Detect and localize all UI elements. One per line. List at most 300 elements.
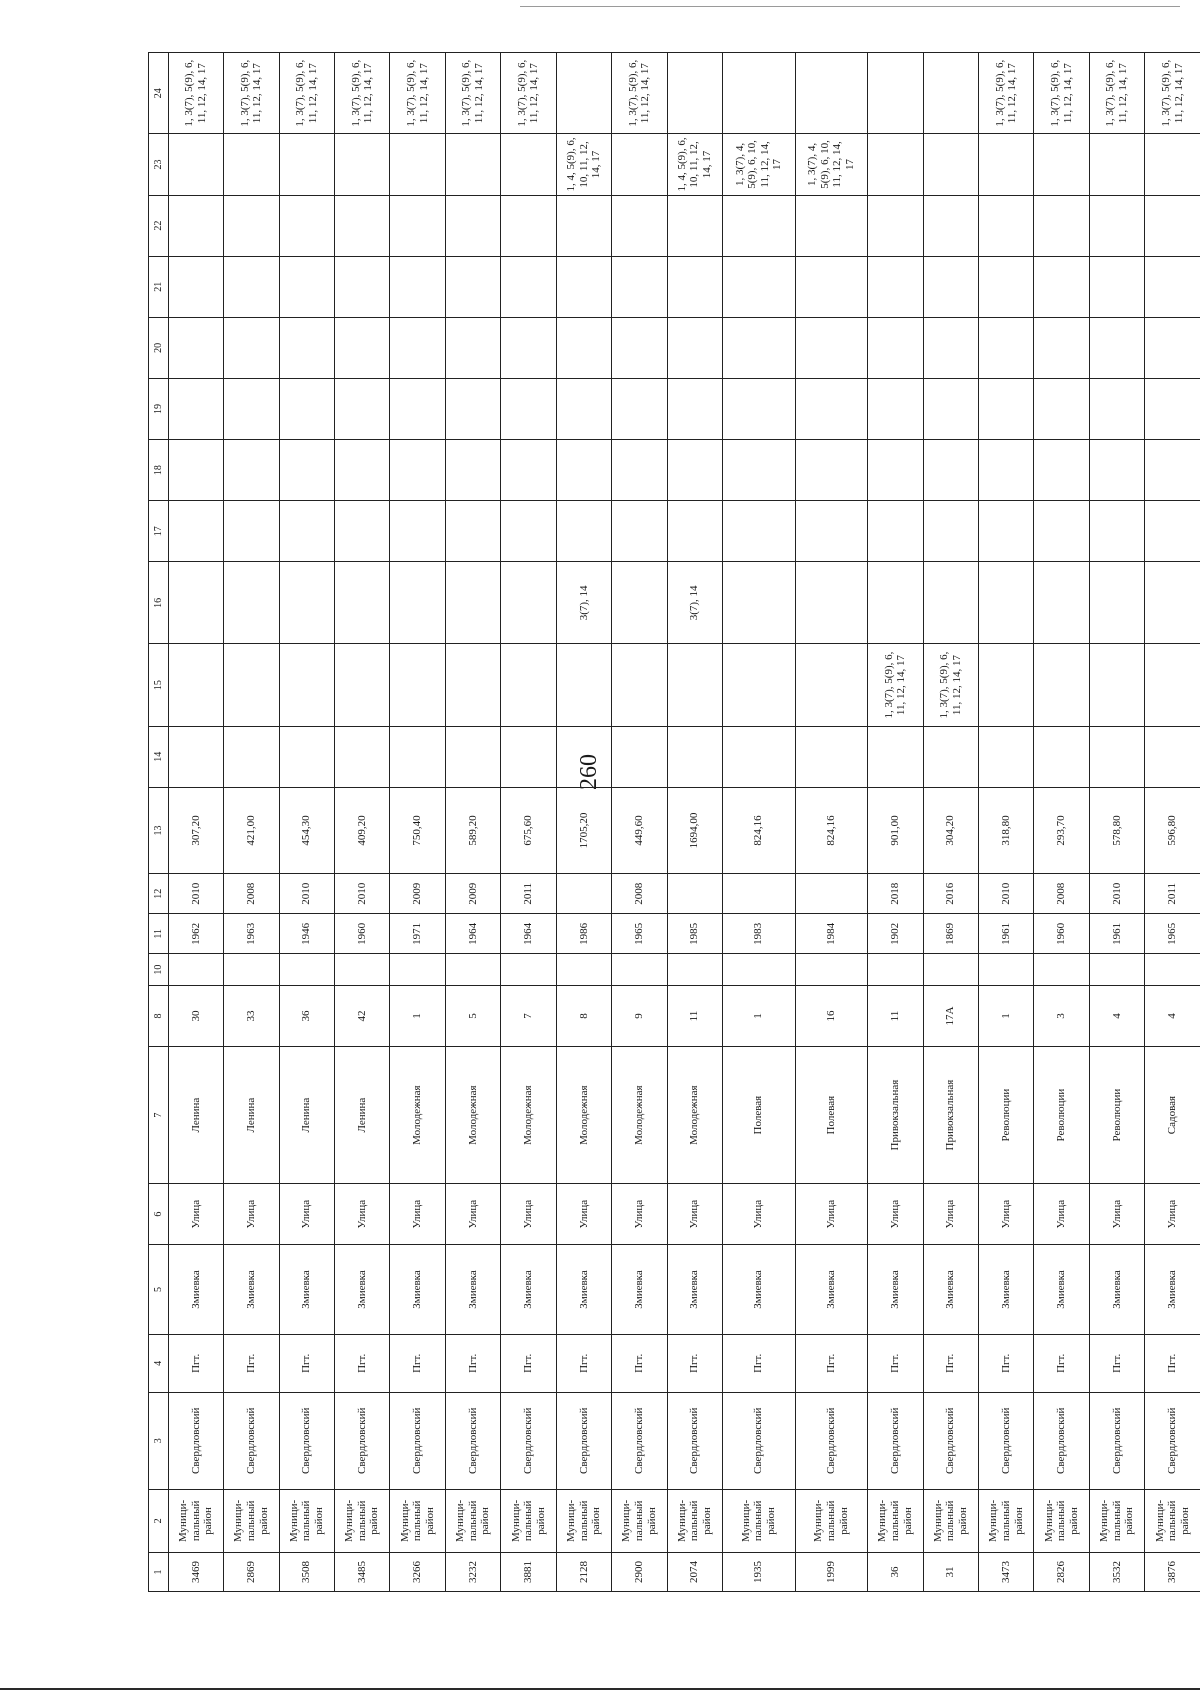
cell-c6: Улица — [1089, 1184, 1144, 1245]
cell-c21 — [390, 256, 445, 317]
cell-c1: 2869 — [224, 1553, 279, 1592]
cell-c2: Муници-пальный район — [868, 1489, 923, 1552]
cell-c6: Улица — [868, 1184, 923, 1245]
column-number-header: 6 — [149, 1184, 169, 1245]
cell-c24: 1, 3(7), 5(9), 6, 11, 12, 14, 17 — [224, 53, 279, 134]
cell-c5: Змиевка — [445, 1245, 500, 1335]
cell-c17 — [279, 501, 334, 562]
cell-c15 — [501, 644, 556, 726]
cell-c21 — [795, 256, 868, 317]
cell-c23: 1, 3(7), 4, 5(9), 6, 10, 11, 12, 14, 17 — [795, 134, 868, 195]
column-number-header: 10 — [149, 954, 169, 986]
cell-c4: Пгт. — [1089, 1334, 1144, 1392]
cell-c19 — [501, 378, 556, 439]
cell-c22 — [868, 195, 923, 256]
cell-c12 — [667, 874, 722, 914]
cell-c20 — [501, 317, 556, 378]
rotated-table-wrapper — [148, 52, 1200, 1592]
cell-c1: 3532 — [1089, 1553, 1144, 1592]
cell-c16 — [723, 562, 796, 644]
cell-c11: 1984 — [795, 914, 868, 954]
cell-c17 — [723, 501, 796, 562]
cell-c20 — [168, 317, 223, 378]
cell-c21 — [224, 256, 279, 317]
cell-c23 — [868, 134, 923, 195]
cell-c23 — [168, 134, 223, 195]
cell-c10 — [168, 954, 223, 986]
cell-c2: Муници-пальный район — [1034, 1489, 1089, 1552]
cell-c3: Свердловский — [923, 1392, 978, 1489]
cell-c7: Ленина — [168, 1047, 223, 1184]
cell-c20 — [612, 317, 667, 378]
cell-c11: 1961 — [1089, 914, 1144, 954]
cell-c3: Свердловский — [1145, 1392, 1200, 1489]
cell-c13: 409,20 — [334, 787, 389, 873]
cell-c1: 31 — [923, 1553, 978, 1592]
cell-c16 — [923, 562, 978, 644]
cell-c12 — [723, 874, 796, 914]
cell-c24: 1, 3(7), 5(9), 6, 11, 12, 14, 17 — [1145, 53, 1200, 134]
cell-c21 — [501, 256, 556, 317]
cell-c14 — [795, 726, 868, 787]
table-row — [556, 53, 611, 1592]
cell-c2: Муници-пальный район — [723, 1489, 796, 1552]
cell-c10 — [667, 954, 722, 986]
page-number: 260 — [576, 754, 602, 790]
cell-c18 — [923, 440, 978, 501]
cell-c1: 1935 — [723, 1553, 796, 1592]
cell-c14 — [1089, 726, 1144, 787]
cell-c14 — [1034, 726, 1089, 787]
cell-c12: 2010 — [168, 874, 223, 914]
cell-c20 — [667, 317, 722, 378]
cell-c7: Ленина — [224, 1047, 279, 1184]
cell-c6: Улица — [445, 1184, 500, 1245]
cell-c15 — [1145, 644, 1200, 726]
cell-c11: 1902 — [868, 914, 923, 954]
table-row — [224, 53, 279, 1592]
cell-c23 — [1034, 134, 1089, 195]
cell-c18 — [795, 440, 868, 501]
cell-c16 — [868, 562, 923, 644]
cell-c10 — [279, 954, 334, 986]
cell-c16 — [501, 562, 556, 644]
cell-c5: Змиевка — [667, 1245, 722, 1335]
cell-c24 — [868, 53, 923, 134]
table-row — [1145, 53, 1200, 1592]
cell-c8: 5 — [445, 985, 500, 1046]
cell-c3: Свердловский — [979, 1392, 1034, 1489]
cell-c19 — [279, 378, 334, 439]
cell-c7: Молодежная — [556, 1047, 611, 1184]
cell-c13: 1694,00 — [667, 787, 722, 873]
cell-c6: Улица — [667, 1184, 722, 1245]
cell-c11: 1963 — [224, 914, 279, 954]
cell-c16: 3(7), 14 — [556, 562, 611, 644]
column-number-header: 5 — [149, 1245, 169, 1335]
cell-c16 — [390, 562, 445, 644]
cell-c4: Пгт. — [667, 1334, 722, 1392]
cell-c19 — [868, 378, 923, 439]
cell-c21 — [556, 256, 611, 317]
cell-c1: 3232 — [445, 1553, 500, 1592]
cell-c12: 2009 — [445, 874, 500, 914]
cell-c18 — [667, 440, 722, 501]
cell-c5: Змиевка — [224, 1245, 279, 1335]
cell-c21 — [168, 256, 223, 317]
cell-c19 — [224, 378, 279, 439]
cell-c18 — [1034, 440, 1089, 501]
cell-c12: 2016 — [923, 874, 978, 914]
cell-c15 — [224, 644, 279, 726]
cell-c24: 1, 3(7), 5(9), 6, 11, 12, 14, 17 — [1089, 53, 1144, 134]
cell-c11: 1986 — [556, 914, 611, 954]
scan-edge-top — [520, 6, 1180, 7]
cell-c20 — [923, 317, 978, 378]
cell-c7: Революции — [979, 1047, 1034, 1184]
cell-c2: Муници-пальный район — [556, 1489, 611, 1552]
cell-c13: 454,30 — [279, 787, 334, 873]
cell-c6: Улица — [979, 1184, 1034, 1245]
cell-c16 — [1145, 562, 1200, 644]
cell-c18 — [224, 440, 279, 501]
cell-c22 — [1089, 195, 1144, 256]
cell-c22 — [279, 195, 334, 256]
cell-c24: 1, 3(7), 5(9), 6, 11, 12, 14, 17 — [1034, 53, 1089, 134]
cell-c19 — [667, 378, 722, 439]
cell-c20 — [979, 317, 1034, 378]
cell-c21 — [868, 256, 923, 317]
cell-c19 — [1145, 378, 1200, 439]
cell-c8: 3 — [1034, 985, 1089, 1046]
cell-c14 — [979, 726, 1034, 787]
cell-c13: 318,80 — [979, 787, 1034, 873]
cell-c14 — [334, 726, 389, 787]
cell-c20 — [224, 317, 279, 378]
cell-c20 — [556, 317, 611, 378]
cell-c17 — [501, 501, 556, 562]
cell-c22 — [224, 195, 279, 256]
cell-c4: Пгт. — [445, 1334, 500, 1392]
cell-c1: 36 — [868, 1553, 923, 1592]
table-row — [868, 53, 923, 1592]
cell-c14 — [445, 726, 500, 787]
cell-c12 — [556, 874, 611, 914]
cell-c8: 1 — [979, 985, 1034, 1046]
column-number-header: 23 — [149, 134, 169, 195]
cell-c10 — [612, 954, 667, 986]
cell-c18 — [612, 440, 667, 501]
table-row — [795, 53, 868, 1592]
table-row — [667, 53, 722, 1592]
cell-c17 — [795, 501, 868, 562]
column-number-header: 18 — [149, 440, 169, 501]
cell-c24: 1, 3(7), 5(9), 6, 11, 12, 14, 17 — [612, 53, 667, 134]
cell-c11: 1869 — [923, 914, 978, 954]
cell-c13: 307,20 — [168, 787, 223, 873]
cell-c22 — [556, 195, 611, 256]
cell-c4: Пгт. — [556, 1334, 611, 1392]
cell-c2: Муници-пальный район — [224, 1489, 279, 1552]
cell-c5: Змиевка — [556, 1245, 611, 1335]
cell-c23 — [334, 134, 389, 195]
cell-c22 — [1145, 195, 1200, 256]
cell-c20 — [445, 317, 500, 378]
cell-c11: 1946 — [279, 914, 334, 954]
cell-c17 — [168, 501, 223, 562]
cell-c8: 8 — [556, 985, 611, 1046]
cell-c6: Улица — [1034, 1184, 1089, 1245]
table-row — [1089, 53, 1144, 1592]
cell-c3: Свердловский — [390, 1392, 445, 1489]
cell-c12: 2011 — [1145, 874, 1200, 914]
cell-c15 — [334, 644, 389, 726]
cell-c21 — [1034, 256, 1089, 317]
cell-c16 — [445, 562, 500, 644]
cell-c3: Свердловский — [612, 1392, 667, 1489]
cell-c17 — [868, 501, 923, 562]
table-row — [1034, 53, 1089, 1592]
cell-c11: 1962 — [168, 914, 223, 954]
cell-c13: 449,60 — [612, 787, 667, 873]
cell-c22 — [723, 195, 796, 256]
cell-c23 — [390, 134, 445, 195]
cell-c16 — [979, 562, 1034, 644]
cell-c22 — [795, 195, 868, 256]
cell-c13: 304,20 — [923, 787, 978, 873]
cell-c4: Пгт. — [612, 1334, 667, 1392]
cell-c21 — [279, 256, 334, 317]
cell-c4: Пгт. — [168, 1334, 223, 1392]
cell-c23: 1, 3(7), 4, 5(9), 6, 10, 11, 12, 14, 17 — [723, 134, 796, 195]
cell-c7: Ленина — [279, 1047, 334, 1184]
cell-c22 — [923, 195, 978, 256]
cell-c1: 3508 — [279, 1553, 334, 1592]
cell-c19 — [334, 378, 389, 439]
cell-c3: Свердловский — [556, 1392, 611, 1489]
cell-c8: 11 — [868, 985, 923, 1046]
cell-c14 — [667, 726, 722, 787]
cell-c21 — [612, 256, 667, 317]
table-row — [501, 53, 556, 1592]
column-number-header: 22 — [149, 195, 169, 256]
table-row — [612, 53, 667, 1592]
column-number-header: 7 — [149, 1047, 169, 1184]
cell-c6: Улица — [795, 1184, 868, 1245]
cell-c3: Свердловский — [1034, 1392, 1089, 1489]
cell-c7: Молодежная — [612, 1047, 667, 1184]
cell-c11: 1985 — [667, 914, 722, 954]
cell-c20 — [334, 317, 389, 378]
column-number-header: 12 — [149, 874, 169, 914]
cell-c15 — [1089, 644, 1144, 726]
cell-c15 — [390, 644, 445, 726]
cell-c15 — [979, 644, 1034, 726]
cell-c22 — [667, 195, 722, 256]
cell-c14 — [612, 726, 667, 787]
cell-c2: Муници-пальный район — [501, 1489, 556, 1552]
cell-c13: 901,00 — [868, 787, 923, 873]
cell-c17 — [979, 501, 1034, 562]
cell-c17 — [1089, 501, 1144, 562]
cell-c3: Свердловский — [279, 1392, 334, 1489]
cell-c18 — [279, 440, 334, 501]
cell-c18 — [445, 440, 500, 501]
cell-c6: Улица — [390, 1184, 445, 1245]
cell-c18 — [390, 440, 445, 501]
column-number-header: 16 — [149, 562, 169, 644]
cell-c17 — [334, 501, 389, 562]
cell-c10 — [501, 954, 556, 986]
cell-c8: 7 — [501, 985, 556, 1046]
table-row — [390, 53, 445, 1592]
cell-c14 — [723, 726, 796, 787]
cell-c12: 2010 — [334, 874, 389, 914]
cell-c17 — [445, 501, 500, 562]
cell-c7: Молодежная — [667, 1047, 722, 1184]
cell-c2: Муници-пальный район — [612, 1489, 667, 1552]
cell-c10 — [979, 954, 1034, 986]
cell-c10 — [723, 954, 796, 986]
cell-c2: Муници-пальный район — [667, 1489, 722, 1552]
cell-c7: Молодежная — [501, 1047, 556, 1184]
cell-c20 — [390, 317, 445, 378]
column-number-header: 21 — [149, 256, 169, 317]
cell-c4: Пгт. — [868, 1334, 923, 1392]
cell-c15: 1, 3(7), 5(9), 6, 11, 12, 14, 17 — [868, 644, 923, 726]
cell-c2: Муници-пальный район — [795, 1489, 868, 1552]
cell-c16 — [1034, 562, 1089, 644]
cell-c14 — [224, 726, 279, 787]
cell-c7: Садовая — [1145, 1047, 1200, 1184]
cell-c24: 1, 3(7), 5(9), 6, 11, 12, 14, 17 — [390, 53, 445, 134]
cell-c16 — [334, 562, 389, 644]
cell-c10 — [224, 954, 279, 986]
cell-c14 — [556, 726, 611, 787]
cell-c12: 2011 — [501, 874, 556, 914]
table-row — [979, 53, 1034, 1592]
cell-c17 — [224, 501, 279, 562]
cell-c19 — [723, 378, 796, 439]
cell-c22 — [168, 195, 223, 256]
cell-c1: 3881 — [501, 1553, 556, 1592]
table-row — [334, 53, 389, 1592]
cell-c15 — [612, 644, 667, 726]
cell-c5: Змиевка — [612, 1245, 667, 1335]
cell-c5: Змиевка — [279, 1245, 334, 1335]
cell-c8: 9 — [612, 985, 667, 1046]
column-number-header: 15 — [149, 644, 169, 726]
cell-c5: Змиевка — [723, 1245, 796, 1335]
cell-c2: Муници-пальный район — [923, 1489, 978, 1552]
cell-c24: 1, 3(7), 5(9), 6, 11, 12, 14, 17 — [334, 53, 389, 134]
cell-c3: Свердловский — [1089, 1392, 1144, 1489]
cell-c5: Змиевка — [868, 1245, 923, 1335]
cell-c17 — [390, 501, 445, 562]
cell-c21 — [923, 256, 978, 317]
cell-c6: Улица — [923, 1184, 978, 1245]
cell-c8: 1 — [723, 985, 796, 1046]
cell-c22 — [390, 195, 445, 256]
cell-c8: 30 — [168, 985, 223, 1046]
cell-c5: Змиевка — [334, 1245, 389, 1335]
cell-c13: 596,80 — [1145, 787, 1200, 873]
cell-c24: 1, 3(7), 5(9), 6, 11, 12, 14, 17 — [168, 53, 223, 134]
housing-register-table — [148, 52, 1200, 1592]
cell-c8: 1 — [390, 985, 445, 1046]
cell-c2: Муници-пальный район — [279, 1489, 334, 1552]
cell-c18 — [868, 440, 923, 501]
cell-c24 — [556, 53, 611, 134]
cell-c12: 2018 — [868, 874, 923, 914]
cell-c10 — [1089, 954, 1144, 986]
cell-c24 — [923, 53, 978, 134]
cell-c16 — [795, 562, 868, 644]
cell-c3: Свердловский — [501, 1392, 556, 1489]
table-row — [923, 53, 978, 1592]
cell-c1: 3473 — [979, 1553, 1034, 1592]
cell-c14 — [868, 726, 923, 787]
cell-c5: Змиевка — [501, 1245, 556, 1335]
cell-c5: Змиевка — [390, 1245, 445, 1335]
cell-c5: Змиевка — [795, 1245, 868, 1335]
column-number-header: 3 — [149, 1392, 169, 1489]
cell-c6: Улица — [168, 1184, 223, 1245]
cell-c8: 4 — [1145, 985, 1200, 1046]
cell-c14 — [1145, 726, 1200, 787]
cell-c1: 2074 — [667, 1553, 722, 1592]
cell-c21 — [979, 256, 1034, 317]
cell-c12: 2009 — [390, 874, 445, 914]
cell-c24: 1, 3(7), 5(9), 6, 11, 12, 14, 17 — [979, 53, 1034, 134]
cell-c15 — [445, 644, 500, 726]
cell-c12: 2010 — [1089, 874, 1144, 914]
cell-c13: 578,80 — [1089, 787, 1144, 873]
cell-c23 — [979, 134, 1034, 195]
cell-c6: Улица — [556, 1184, 611, 1245]
cell-c10 — [334, 954, 389, 986]
cell-c17 — [1034, 501, 1089, 562]
cell-c13: 589,20 — [445, 787, 500, 873]
cell-c24: 1, 3(7), 5(9), 6, 11, 12, 14, 17 — [501, 53, 556, 134]
cell-c19 — [1089, 378, 1144, 439]
cell-c12: 2008 — [612, 874, 667, 914]
cell-c18 — [723, 440, 796, 501]
cell-c15 — [168, 644, 223, 726]
column-number-header: 8 — [149, 985, 169, 1046]
cell-c22 — [334, 195, 389, 256]
cell-c19 — [979, 378, 1034, 439]
cell-c11: 1964 — [445, 914, 500, 954]
column-number-header: 17 — [149, 501, 169, 562]
cell-c2: Муници-пальный район — [168, 1489, 223, 1552]
cell-c20 — [795, 317, 868, 378]
cell-c7: Революции — [1089, 1047, 1144, 1184]
cell-c17 — [923, 501, 978, 562]
column-number-header: 11 — [149, 914, 169, 954]
cell-c16 — [224, 562, 279, 644]
cell-c20 — [1034, 317, 1089, 378]
cell-c1: 2900 — [612, 1553, 667, 1592]
cell-c2: Муници-пальный район — [1089, 1489, 1144, 1552]
cell-c3: Свердловский — [334, 1392, 389, 1489]
cell-c16 — [1089, 562, 1144, 644]
cell-c24 — [723, 53, 796, 134]
column-number-header: 14 — [149, 726, 169, 787]
cell-c11: 1983 — [723, 914, 796, 954]
cell-c4: Пгт. — [224, 1334, 279, 1392]
cell-c3: Свердловский — [723, 1392, 796, 1489]
